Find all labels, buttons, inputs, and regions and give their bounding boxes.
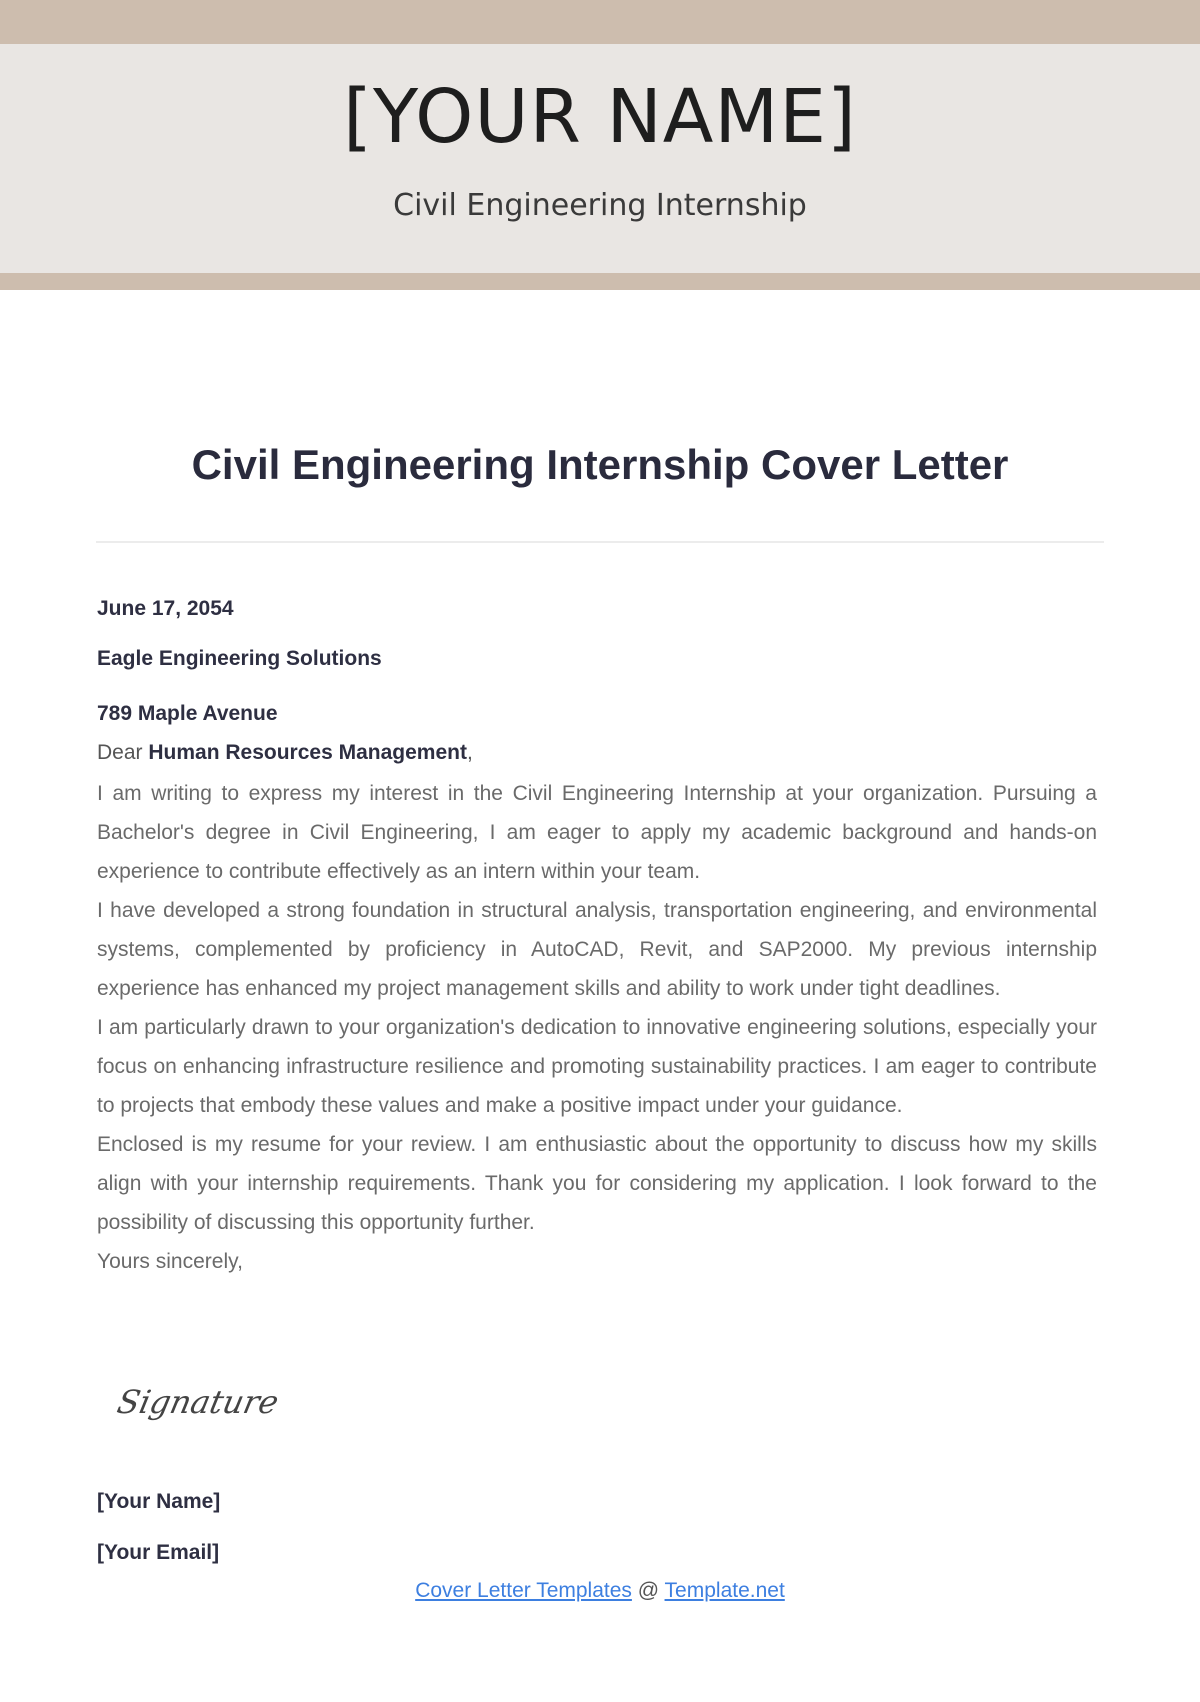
company-address: 789 Maple Avenue (97, 702, 278, 725)
page-title: Civil Engineering Internship Cover Letter (191, 441, 1009, 488)
divider (96, 541, 1104, 543)
sender-name: [Your Name] (97, 1490, 221, 1513)
header-subtitle: Civil Engineering Internship (393, 188, 807, 223)
salutation-prefix: Dear (97, 741, 143, 764)
closing: Yours sincerely, (97, 1250, 243, 1273)
body-paragraph: Enclosed is my resume for your review. I am enthusiastic about the opportunity to discuss how my skills align with your internship requirements. Thank you for considering my application. I look forward to the possibility of discussing this opportunity further. (97, 1133, 1097, 1234)
recipient-name: Human Resources Management (148, 741, 467, 764)
template-net-link[interactable]: Template.net (664, 1579, 785, 1602)
body-paragraph: I am particularly drawn to your organization's dedication to innovative engineering solutions, especially your focus on enhancing infrastructure resilience and promoting sustainability practices. I am eager to contribute to projects that embody these values and make a positive impact under your guidance. (97, 1016, 1097, 1117)
header-bottom-band (0, 273, 1200, 290)
applicant-name: [YOUR NAME] (343, 74, 857, 160)
signature: Signature (113, 1383, 283, 1421)
letter-date: June 17, 2054 (97, 597, 234, 620)
sender-email: [Your Email] (97, 1541, 220, 1564)
header-top-band (0, 0, 1200, 44)
salutation-suffix: , (466, 741, 473, 764)
salutation (97, 742, 473, 763)
company-name: Eagle Engineering Solutions (97, 647, 382, 670)
footer (0, 1580, 1200, 1601)
cover-letter-templates-link[interactable]: Cover Letter Templates (415, 1579, 632, 1602)
footer-separator: @ (637, 1579, 660, 1602)
letter-body (97, 774, 1097, 1281)
body-paragraph: I have developed a strong foundation in structural analysis, transportation engineering, and environmental systems, complemented by proficiency in AutoCAD, Revit, and SAP2000. My previous internship experience has enhanced my project management skills and ability to work under tight deadlines. (97, 899, 1097, 1000)
body-paragraph: I am writing to express my interest in the Civil Engineering Internship at your organization. Pursuing a Bachelor's degree in Civil Engineering, I am eager to apply my academic background and hands-on experience to contribute effectively as an intern within your team. (97, 782, 1097, 883)
